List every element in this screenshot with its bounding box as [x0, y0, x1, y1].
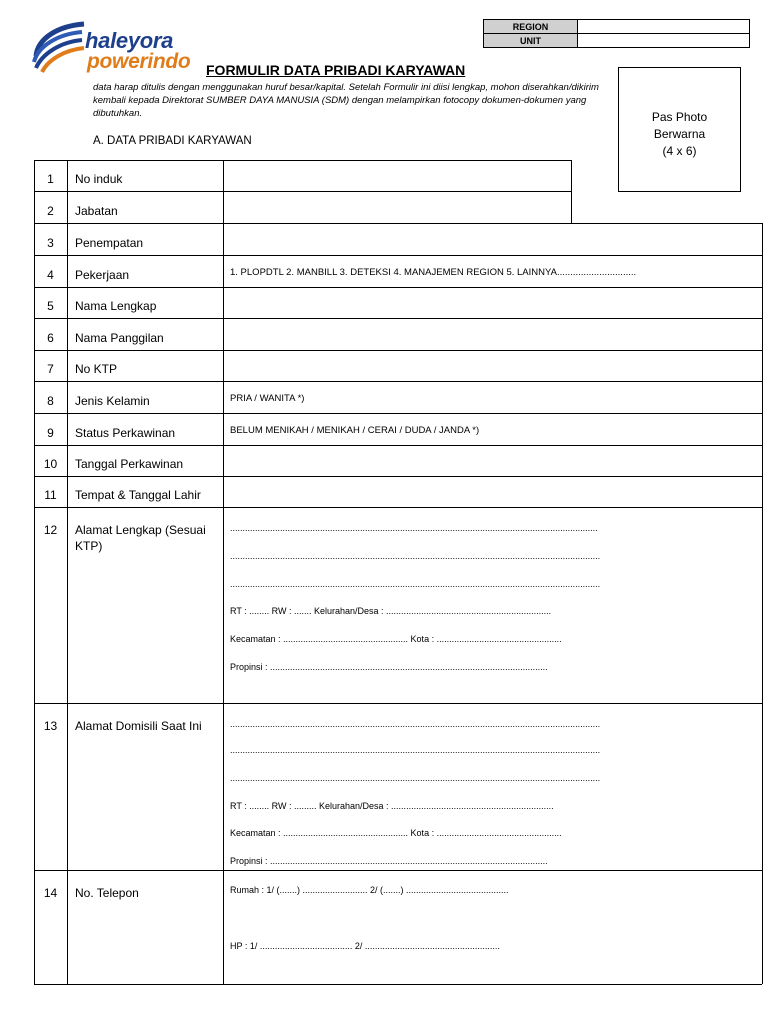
photo-label-line2: Berwarna	[653, 127, 706, 141]
region-label: REGION	[484, 20, 578, 34]
address-fill-line[interactable]: Kecamatan : .................................................. Kota : ..................................................	[230, 828, 562, 838]
field-input[interactable]	[230, 361, 550, 377]
field-label: Alamat Lengkap (Sesuai KTP)	[75, 523, 206, 553]
field-label: Status Perkawinan	[75, 426, 176, 440]
table-column-rule	[223, 160, 224, 984]
table-rule	[34, 507, 762, 508]
row-number: 9	[47, 426, 54, 440]
table-rule	[34, 870, 762, 871]
field-label: No induk	[75, 172, 123, 186]
address-fill-line[interactable]: ....................................................................................................................................................	[230, 745, 601, 755]
row-number: 7	[47, 362, 54, 376]
row-number: 1	[47, 172, 54, 186]
field-label: Nama Panggilan	[75, 331, 164, 345]
row-number: 13	[43, 719, 58, 733]
photo-label-line1: Pas Photo	[651, 110, 708, 124]
address-fill-line[interactable]: RT : ........ RW : ....... Kelurahan/Desa : ..................................................................	[230, 606, 552, 616]
address-fill-line[interactable]: Propinsi : ...............................................................................................................	[230, 662, 548, 672]
field-input[interactable]	[230, 203, 550, 219]
field-options[interactable]: PRIA / WANITA *)	[230, 393, 305, 404]
row-number: 10	[43, 457, 58, 471]
table-rule	[34, 381, 762, 382]
row-number: 11	[44, 488, 57, 502]
field-label: No. Telepon	[75, 886, 139, 900]
logo-text-haleyora: haleyora	[85, 28, 174, 53]
row-number: 5	[47, 299, 54, 313]
table-rule	[34, 445, 762, 446]
row-number: 14	[43, 886, 58, 900]
row-number: 3	[47, 236, 54, 250]
table-rule	[34, 191, 571, 192]
field-label: Jabatan	[75, 204, 118, 218]
table-rule	[34, 984, 762, 985]
address-fill-line[interactable]: ....................................................................................................................................................	[230, 579, 601, 589]
table-rule	[34, 703, 762, 704]
field-label: No KTP	[75, 362, 118, 376]
address-fill-line[interactable]: Propinsi : ...............................................................................................................	[230, 856, 548, 866]
table-border-right	[762, 223, 763, 984]
field-input[interactable]	[230, 171, 550, 187]
table-rule	[34, 476, 762, 477]
field-label: Penempatan	[75, 236, 144, 250]
photo-label-line3: (4 x 6)	[662, 144, 697, 158]
table-rule	[34, 223, 762, 224]
table-rule	[34, 287, 762, 288]
address-fill-line[interactable]: Kecamatan : .................................................. Kota : ..................................................	[230, 634, 562, 644]
table-rule	[34, 318, 762, 319]
field-input[interactable]	[230, 330, 550, 346]
table-rule	[34, 413, 762, 414]
unit-label: UNIT	[484, 34, 578, 48]
address-fill-line[interactable]: ....................................................................................................................................................	[230, 773, 601, 783]
table-border-left	[34, 160, 35, 984]
table-column-rule	[67, 160, 68, 984]
section-heading: A. DATA PRIBADI KARYAWAN	[93, 135, 252, 147]
row-number: 4	[47, 268, 54, 282]
field-input[interactable]	[230, 456, 550, 472]
address-fill-line[interactable]: ...................................................................................................................................................	[230, 523, 598, 533]
field-label: Tempat & Tanggal Lahir	[75, 488, 201, 502]
row-number: 8	[47, 394, 54, 408]
table-border-right-upper	[571, 160, 572, 223]
field-label: Alamat Domisili Saat Ini	[75, 719, 202, 733]
row-number: 2	[47, 204, 54, 218]
field-options[interactable]: BELUM MENIKAH / MENIKAH / CERAI / DUDA / JANDA *)	[230, 425, 480, 436]
address-fill-line[interactable]: ....................................................................................................................................................	[230, 719, 601, 729]
field-label: Jenis Kelamin	[75, 394, 150, 408]
address-fill-line[interactable]: ....................................................................................................................................................	[230, 551, 601, 561]
row-number: 6	[47, 331, 54, 345]
address-fill-line[interactable]: HP : 1/ ..................................... 2/ ......................................................	[230, 941, 500, 951]
field-options[interactable]: 1. PLOPDTL 2. MANBILL 3. DETEKSI 4. MANAJEMEN REGION 5. LAINNYA..............................	[230, 267, 637, 278]
logo-text-powerindo: powerindo	[87, 50, 191, 73]
table-rule	[34, 160, 571, 161]
table-rule	[34, 350, 762, 351]
field-input[interactable]	[230, 235, 550, 251]
address-fill-line[interactable]: RT : ........ RW : ......... Kelurahan/Desa : .................................................................	[230, 801, 554, 811]
field-input[interactable]	[230, 487, 550, 503]
field-label: Tanggal Perkawinan	[75, 457, 184, 471]
field-label: Pekerjaan	[75, 268, 130, 282]
table-rule	[34, 255, 762, 256]
field-label: Nama Lengkap	[75, 299, 157, 313]
field-input[interactable]	[230, 298, 550, 314]
form-title: FORMULIR DATA PRIBADI KARYAWAN	[206, 62, 466, 78]
row-number: 12	[43, 523, 58, 537]
form-instructions: data harap ditulis dengan menggunakan huruf besar/kapital. Setelah Formulir ini diisi lengkap, mohon diserahkan/dikirim kembali kepada Direktorat SUMBER DAYA MANUSIA (SDM) dengan melampirkan fotocopy dokumen-dokumen yang dibutuhkan.	[93, 82, 599, 119]
address-fill-line[interactable]: Rumah : 1/ (.......) .......................... 2/ (.......) .........................................	[230, 885, 509, 895]
